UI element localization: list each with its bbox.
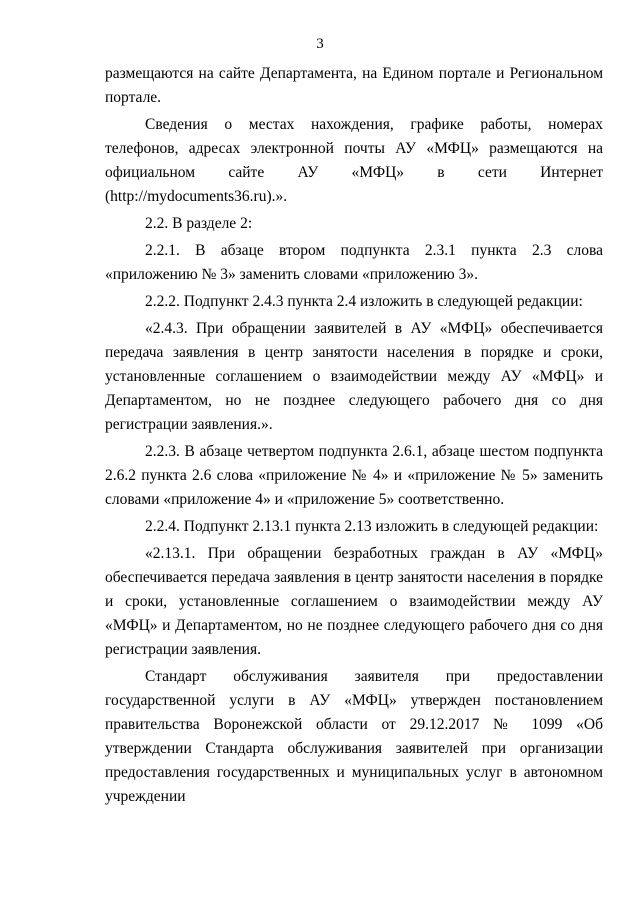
document-body: [105, 62, 603, 812]
paragraph-section-2: 2.2. В разделе 2:: [145, 215, 253, 232]
paragraph-continuation: размещаются на сайте Департамента, на Едином портале и Региональном портале.: [105, 65, 603, 106]
paragraph-2-2-1: 2.2.1. В абзаце втором подпункта 2.3.1 пункта 2.3 слова «приложению № 3» заменить словами «приложению 3».: [105, 242, 603, 283]
paragraph-2-2-4: 2.2.4. Подпункт 2.13.1 пункта 2.13 изложить в следующей редакции:: [145, 518, 599, 535]
paragraph-service-standard: Стандарт обслуживания заявителя при предоставлении государственной услуги в АУ «МФЦ» утвержден постановлением правительства Воронежской области от 29.12.2017 № 1099 «Об утверждении Стандарта обслуживания заявителей при организации предоставления государственных и муниципальных услуг в автономном учреждении: [105, 668, 603, 805]
paragraph-mfc-contacts: Сведения о местах нахождения, графике работы, номерах телефонов, адресах электронной почты АУ «МФЦ» размещаются на официальном сайте АУ «МФЦ» в сети Интернет (http://mydocuments36.ru).».: [105, 116, 603, 205]
paragraph-2-2-2: 2.2.2. Подпункт 2.4.3 пункта 2.4 изложить в следующей редакции:: [145, 293, 583, 310]
page-number: 3: [316, 36, 324, 52]
paragraph-2-4-3: «2.4.3. При обращении заявителей в АУ «МФЦ» обеспечивается передача заявления в центр занятости населения в порядке и сроки, установленные соглашением о взаимодействии между АУ «МФЦ» и Департаментом, но не позднее следующего рабочего дня со дня регистрации заявления.».: [105, 320, 603, 433]
paragraph-2-2-3: 2.2.3. В абзаце четвертом подпункта 2.6.1, абзаце шестом подпункта 2.6.2 пункта 2.6 слова «приложение № 4» и «приложение № 5» заменить словами «приложение 4» и «приложение 5» соответственно.: [105, 443, 603, 508]
paragraph-2-13-1: «2.13.1. При обращении безработных граждан в АУ «МФЦ» обеспечивается передача заявления в центр занятости населения в порядке и сроки, установленные соглашением о взаимодействии между АУ «МФЦ» и Департаментом, но не позднее следующего рабочего дня со дня регистрации заявления.: [105, 545, 603, 658]
